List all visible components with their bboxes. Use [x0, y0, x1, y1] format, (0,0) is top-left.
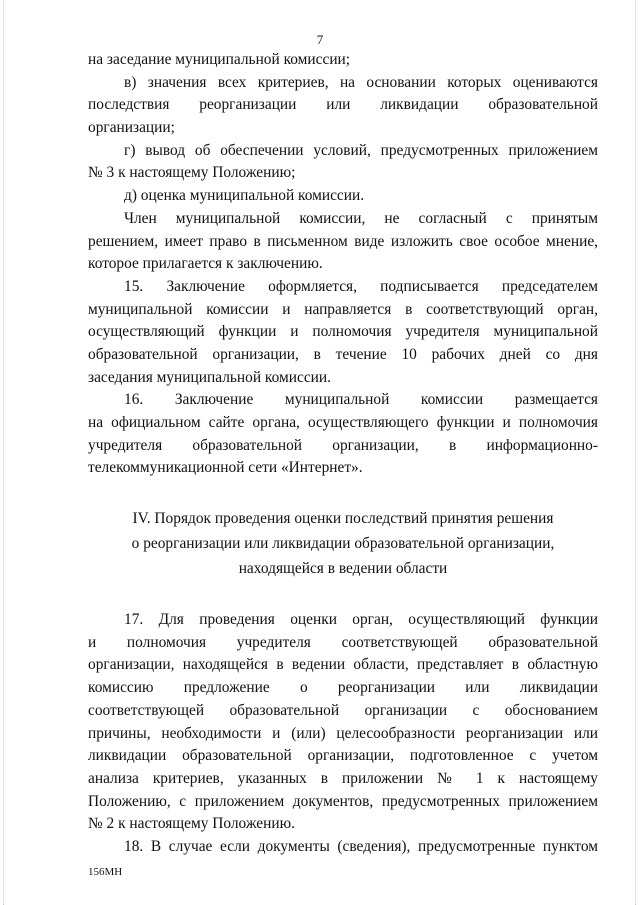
page-number: 7	[316, 32, 324, 47]
text-line: заседания муниципальной комиссии.	[88, 368, 331, 386]
text-line: 16. Заключение муниципальной комиссии размещается	[124, 391, 598, 409]
text-line: д) оценка муниципальной комиссии.	[124, 187, 365, 205]
text-line: анализа критериев, указанных в приложении № 1 к настоящему	[88, 769, 598, 787]
text-line: учредителя образовательной организации, в информационно-	[88, 436, 598, 454]
text-line: 18. В случае если документы (сведения), предусмотренные пунктом	[124, 837, 598, 855]
paragraph	[88, 836, 598, 859]
paragraphs-after-section	[88, 609, 598, 859]
scan-edge-right	[635, 0, 637, 905]
document-code: 156МН	[88, 866, 123, 878]
section-heading-line: IV. Порядок проведения оценки последствий принятия решения	[132, 510, 554, 528]
text-line: № 3 к настоящему Положению;	[88, 164, 296, 182]
text-line: и полномочия учредителя соответствующей образовательной	[88, 633, 598, 651]
paragraph	[88, 208, 598, 276]
text-line: комиссию предложение о реорганизации или ликвидации	[88, 679, 598, 697]
text-line: последствия реорганизации или ликвидации образовательной	[88, 96, 598, 114]
text-line: образовательной организации, в течение 10 рабочих дней со дня	[88, 345, 598, 363]
text-line: организации, находящейся в ведении области, представляет в областную	[88, 656, 598, 674]
text-line: решением, имеет право в письменном виде изложить свое особое мнение,	[88, 232, 598, 250]
text-line: ликвидации образовательной организации, подготовленное с учетом	[88, 747, 598, 765]
paragraph	[88, 185, 598, 208]
text-line: телекоммуникационной сети «Интернет».	[88, 459, 363, 477]
text-line: организации;	[88, 119, 175, 137]
paragraph	[88, 49, 598, 72]
paragraph	[88, 140, 598, 185]
text-line: осуществляющий функции и полномочия учредителя муниципальной	[88, 323, 598, 341]
paragraph	[88, 389, 598, 480]
text-line: № 2 к настоящему Положению.	[88, 815, 295, 833]
paragraph	[88, 276, 598, 389]
text-line: 15. Заключение оформляется, подписывается председателем	[124, 277, 598, 295]
text-line: в) значения всех критериев, на основании которых оцениваются	[124, 73, 598, 91]
section-heading-line: находящейся в ведении области	[238, 560, 448, 578]
text-line: на официальном сайте органа, осуществляющего функции и полномочия	[88, 414, 598, 431]
text-line: муниципальной комиссии и направляется в соответствующий орган,	[88, 300, 598, 318]
text-line: на заседание муниципальной комиссии;	[88, 51, 351, 68]
paragraphs-before-section	[88, 49, 598, 480]
text-line: Положению, с приложением документов, предусмотренных приложением	[88, 792, 598, 810]
paragraph	[88, 609, 598, 836]
document-body	[88, 49, 598, 859]
text-line: причины, необходимости и (или) целесообразности реорганизации или	[88, 724, 598, 742]
paragraph	[88, 72, 598, 140]
text-line: г) вывод об обеспечении условий, предусмотренных приложением	[124, 141, 598, 159]
text-line: которое прилагается к заключению.	[88, 255, 323, 273]
text-line: 17. Для проведения оценки орган, осуществляющий функции	[124, 611, 598, 629]
text-line: соответствующей образовательной организации с обоснованием	[88, 701, 598, 719]
section-heading	[88, 506, 598, 581]
section-heading-line: о реорганизации или ликвидации образовательной организации,	[131, 535, 555, 553]
text-line: Член муниципальной комиссии, не согласный с принятым	[124, 209, 598, 227]
scan-edge-left	[3, 0, 5, 905]
